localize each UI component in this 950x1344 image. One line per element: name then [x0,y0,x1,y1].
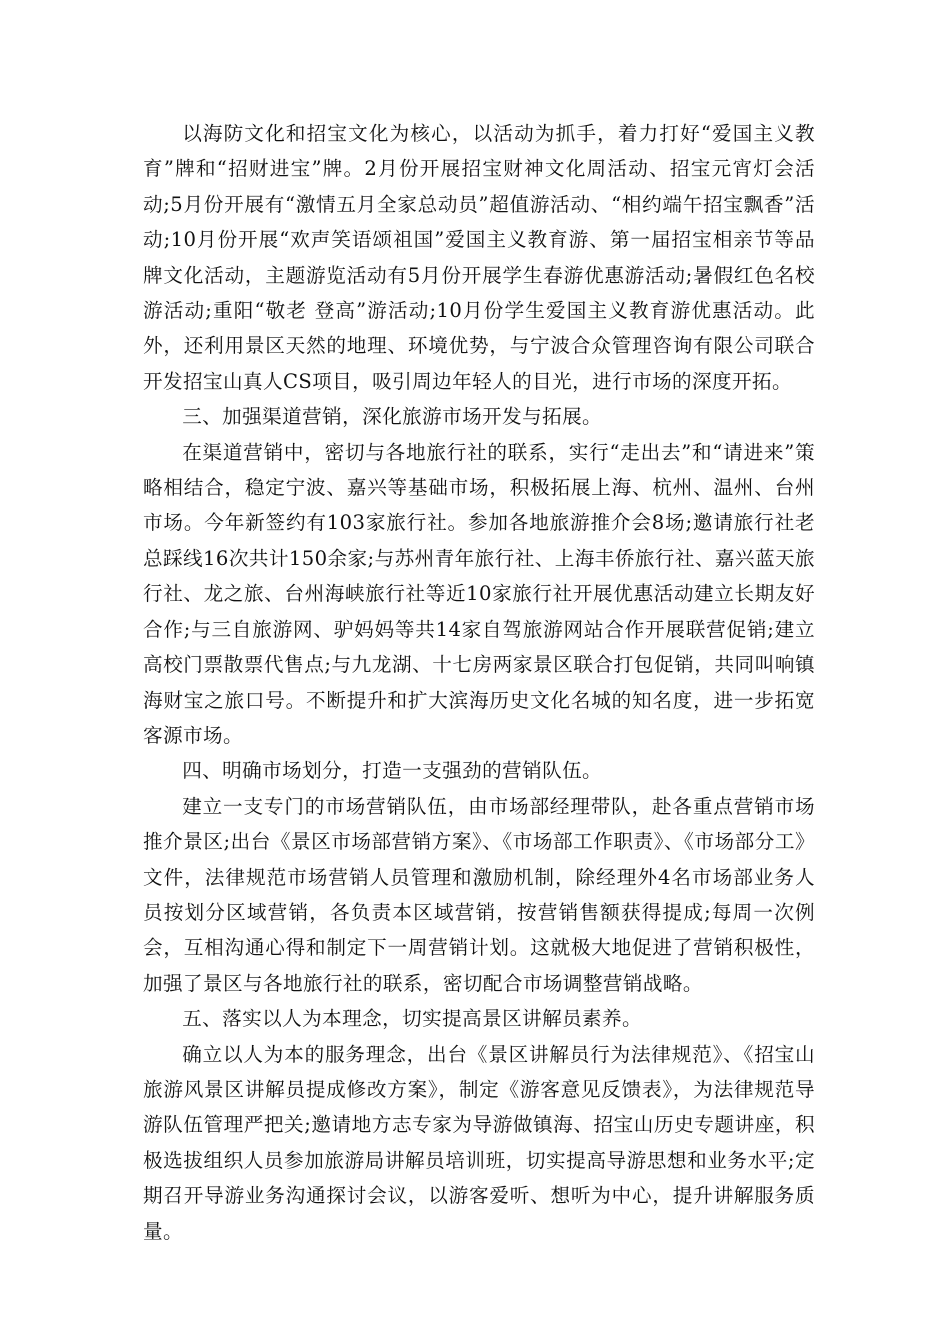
section-heading-4: 四、明确市场划分，打造一支强劲的营销队伍。 [182,759,603,783]
paragraph-guide-training: 确立以人为本的服务理念，出台《景区讲解员行为法律规范》、《招宝山旅游风景区讲解员提成修改方案》，制定《游客意见反馈表》，为法律规范导游队伍管理严把关;邀请地方志专家为导游做镇海、招宝山历史专题讲座，积极选拔组织人员参加旅游局讲解员培训班，切实提高导游思想和业务水平;定期召开导游业务沟通探讨会议，以游客爱听、想听为中心，提升讲解服务质量。 [143,1042,815,1243]
paragraph-activities: 以海防文化和招宝文化为核心，以活动为抓手，着力打好“爱国主义教育”牌和“招财进宝”牌。2月份开展招宝财神文化周活动、招宝元宵灯会活动;5月份开展有“激情五月全家总动员”超值游活动、“相约端午招宝飘香”活动;10月份开展“欢声笑语颂祖国”爱国主义教育游、第一届招宝相亲节等品牌文化活动，主题游览活动有5月份开展学生春游优惠游活动;暑假红色名校游活动;重阳“敬老 登高”游活动;10月份学生爱国主义教育游优惠活动。此外，还利用景区天然的地理、环境优势，与宁波合众管理咨询有限公司联合开发招宝山真人CS项目，吸引周边年轻人的目光，进行市场的深度开拓。 [143,122,815,393]
section-heading-5: 五、落实以人为本理念，切实提高景区讲解员素养。 [182,1007,643,1031]
document-body [143,116,815,1249]
paragraph-sales-team: 建立一支专门的市场营销队伍，由市场部经理带队，赴各重点营销市场推介景区;出台《景区市场部营销方案》、《市场部工作职责》、《市场部分工》文件，法律规范市场营销人员管理和激励机制，除经理外4名市场部业务人员按划分区域营销，各负责本区域营销，按营销售额获得提成;每周一次例会，互相沟通心得和制定下一周营销计划。这就极大地促进了营销积极性，加强了景区与各地旅行社的联系，密切配合市场调整营销战略。 [143,794,815,995]
paragraph-channel-marketing: 在渠道营销中，密切与各地旅行社的联系，实行“走出去”和“请进来”策略相结合，稳定宁波、嘉兴等基础市场，积极拓展上海、杭州、温州、台州市场。今年新签约有103家旅行社。参加各地旅游推介会8场;邀请旅行社老总踩线16次共计150余家;与苏州青年旅行社、上海丰侨旅行社、嘉兴蓝天旅行社、龙之旅、台州海峡旅行社等近10家旅行社开展优惠活动建立长期友好合作;与三自旅游网、驴妈妈等共14家自驾旅游网站合作开展联营促销;建立高校门票散票代售点;与九龙湖、十七房两家景区联合打包促销，共同叫响镇海财宝之旅口号。不断提升和扩大滨海历史文化名城的知名度，进一步拓宽客源市场。 [143,440,815,747]
section-heading-3: 三、加强渠道营销，深化旅游市场开发与拓展。 [182,405,603,429]
